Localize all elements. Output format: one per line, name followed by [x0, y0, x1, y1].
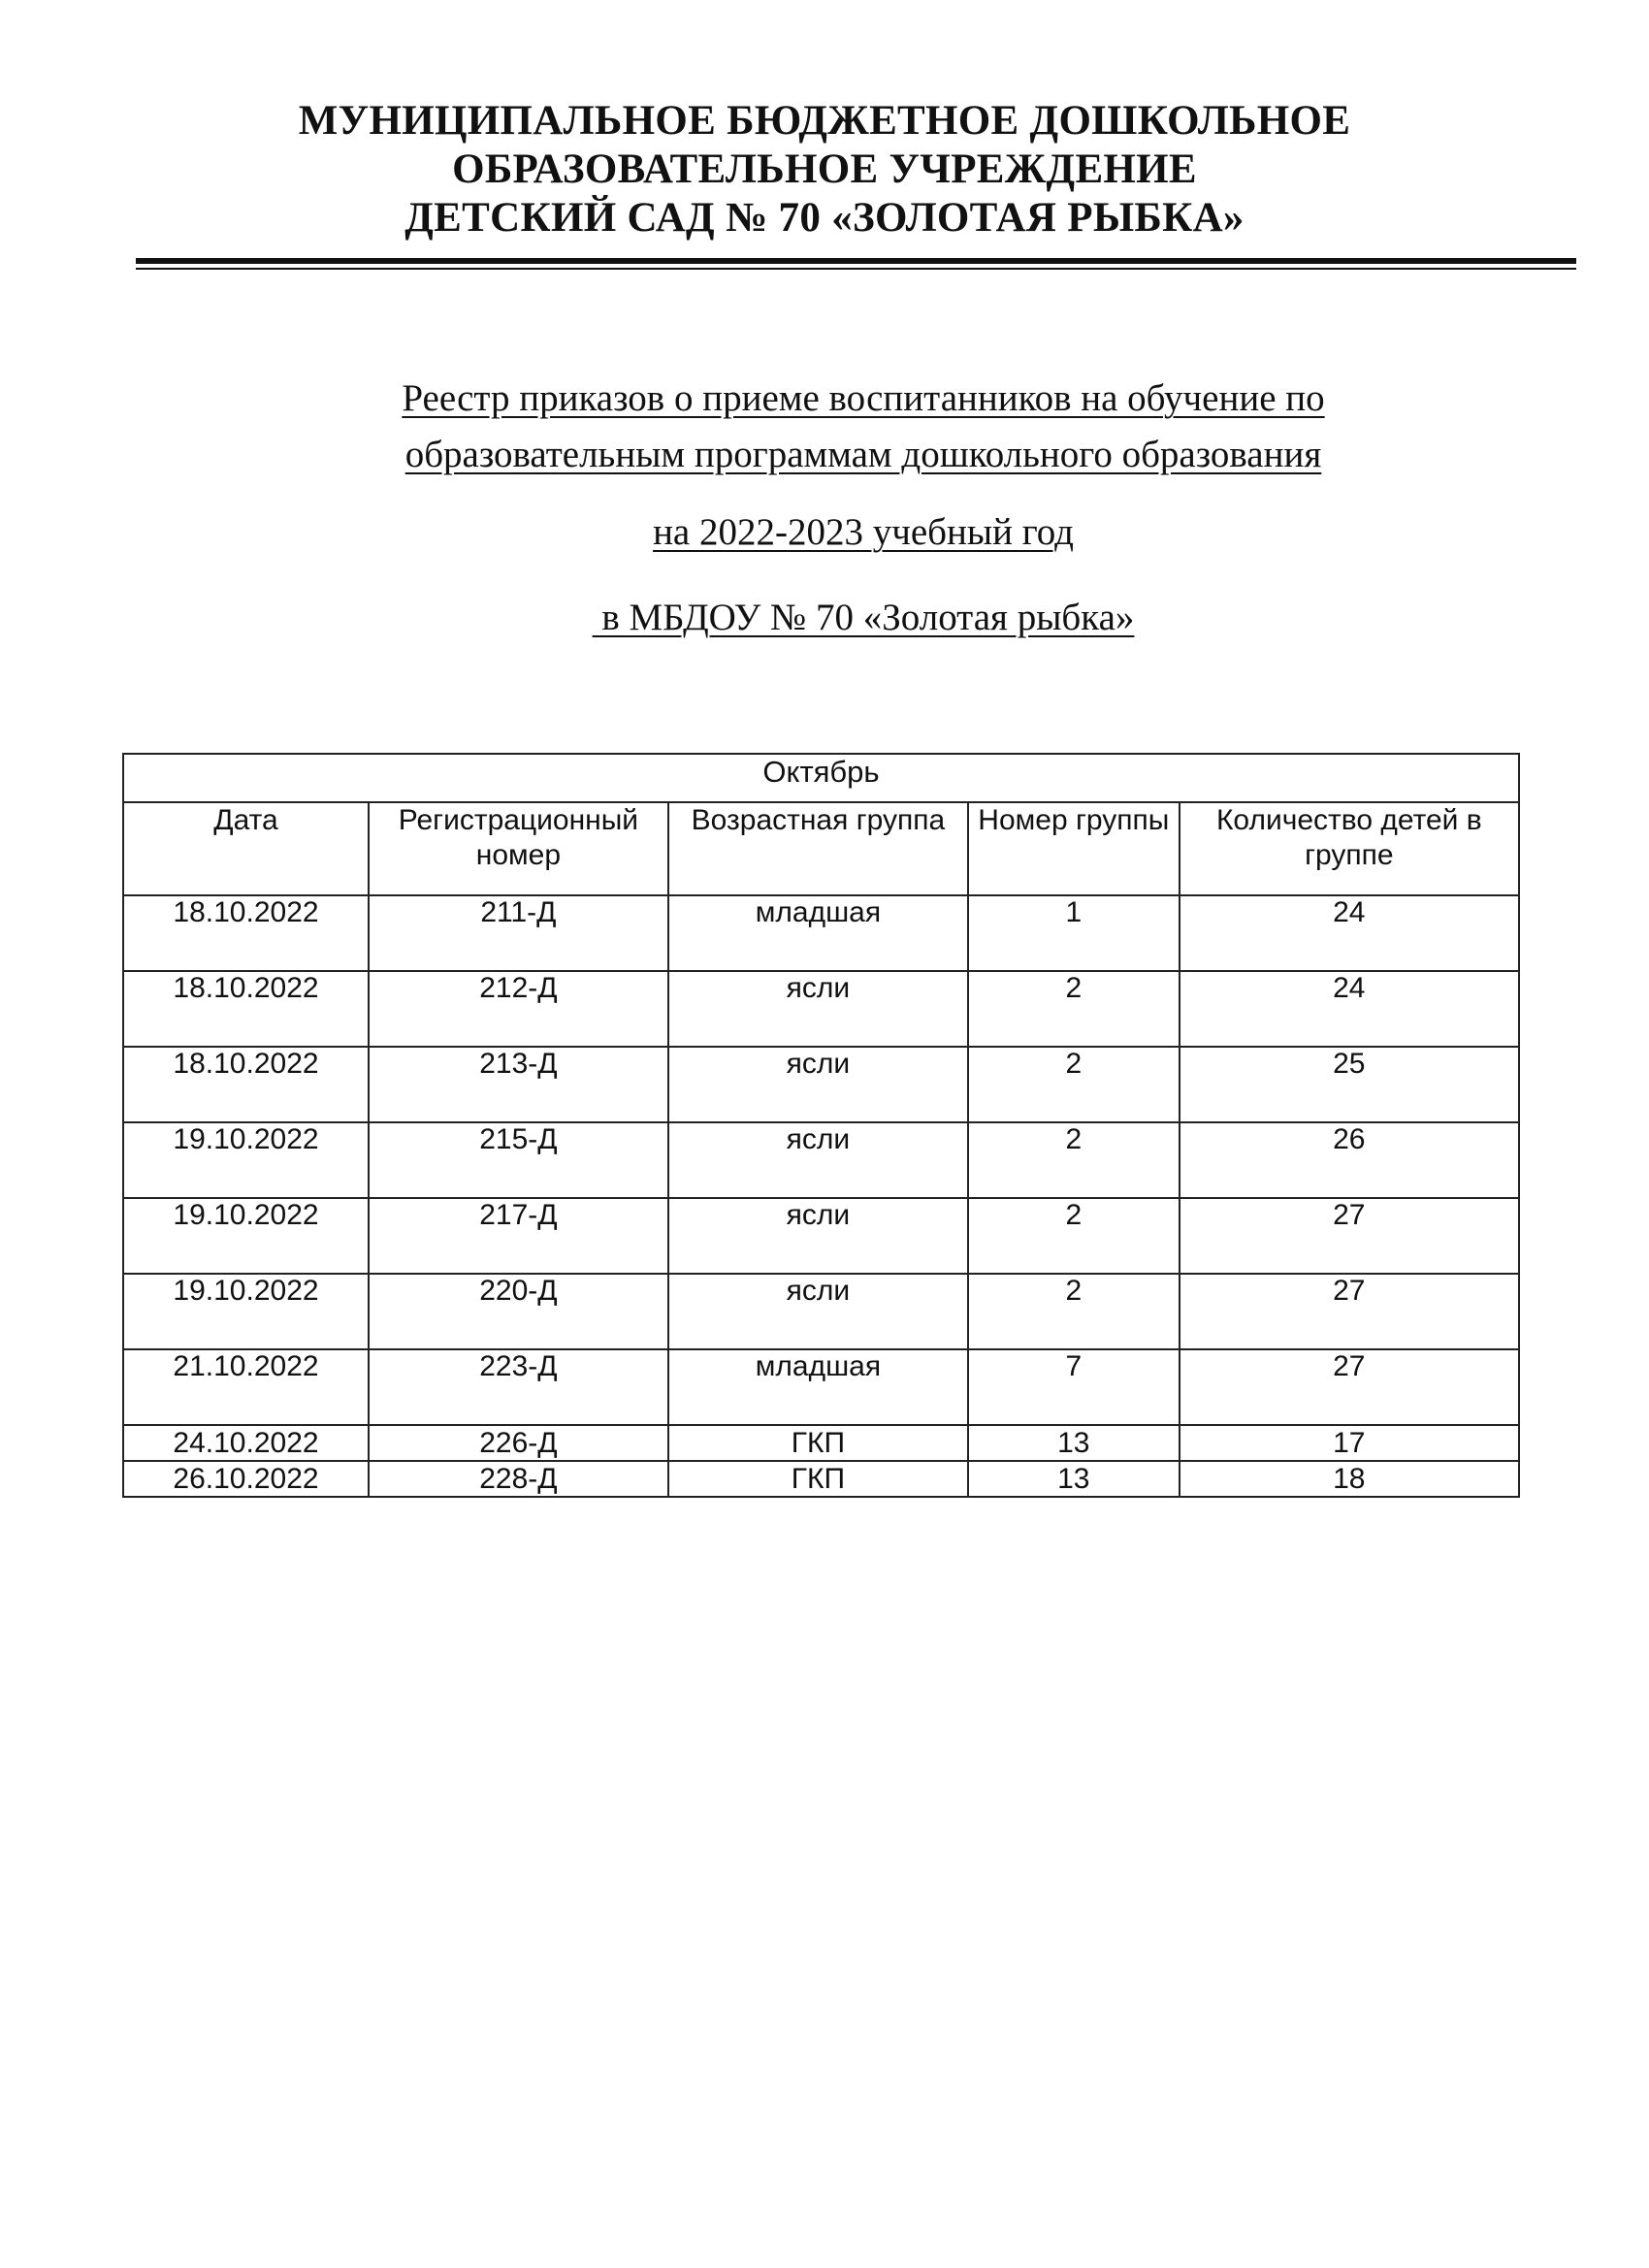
month-row: [123, 754, 1519, 802]
table-row: [123, 1047, 1519, 1122]
title-line-2: образовательным программам дошкольного образования: [404, 434, 1322, 475]
date-cell: 18.10.2022: [123, 971, 369, 1047]
date-cell: 18.10.2022: [123, 895, 369, 971]
age-group-cell: ясли: [668, 971, 968, 1047]
title-line-1: Реестр приказов о приеме воспитанников на обучение по: [402, 377, 1325, 419]
group-number-cell: 1: [968, 895, 1180, 971]
reg-number-cell: 211-Д: [369, 895, 668, 971]
column-header-date: Дата: [123, 802, 369, 895]
age-group-cell: младшая: [668, 1349, 968, 1425]
table-row: [123, 895, 1519, 971]
group-number-cell: 2: [968, 1047, 1180, 1122]
month-label: Октябрь: [123, 754, 1519, 802]
title-institution: [0, 594, 1649, 642]
age-group-cell: ясли: [668, 1047, 968, 1122]
children-count-cell: 24: [1180, 895, 1519, 971]
children-count-cell: 24: [1180, 971, 1519, 1047]
children-count-cell: 25: [1180, 1047, 1519, 1122]
age-group-cell: ясли: [668, 1122, 968, 1198]
group-number-cell: 2: [968, 1198, 1180, 1274]
children-count-cell: 17: [1180, 1425, 1519, 1461]
title-line-4: в МБДОУ № 70 «Золотая рыбка»: [592, 597, 1135, 638]
document-title: [0, 371, 1649, 483]
reg-number-cell: 212-Д: [369, 971, 668, 1047]
table-header-row: [123, 802, 1519, 895]
admission-register-table: [122, 753, 1520, 1498]
age-group-cell: младшая: [668, 895, 968, 971]
date-cell: 24.10.2022: [123, 1425, 369, 1461]
date-cell: 18.10.2022: [123, 1047, 369, 1122]
reg-number-cell: 215-Д: [369, 1122, 668, 1198]
group-number-cell: 2: [968, 1122, 1180, 1198]
date-cell: 19.10.2022: [123, 1274, 369, 1349]
header-divider-thin: [136, 268, 1576, 270]
date-cell: 26.10.2022: [123, 1461, 369, 1497]
group-number-cell: 13: [968, 1425, 1180, 1461]
reg-number-cell: 220-Д: [369, 1274, 668, 1349]
age-group-cell: ясли: [668, 1274, 968, 1349]
children-count-cell: 18: [1180, 1461, 1519, 1497]
title-line-3: на 2022-2023 учебный год: [653, 511, 1074, 553]
age-group-cell: ясли: [668, 1198, 968, 1274]
group-number-cell: 13: [968, 1461, 1180, 1497]
group-number-cell: 2: [968, 971, 1180, 1047]
column-header-group-number: Номер группы: [968, 802, 1180, 895]
column-header-reg-number: Регистрационный номер: [369, 802, 668, 895]
header-divider-thick: [136, 258, 1576, 264]
group-number-cell: 2: [968, 1274, 1180, 1349]
date-cell: 19.10.2022: [123, 1198, 369, 1274]
title-year: [0, 508, 1649, 557]
reg-number-cell: 226-Д: [369, 1425, 668, 1461]
institution-header: [0, 97, 1649, 243]
column-header-children-count: Количество детей в группе: [1180, 802, 1519, 895]
table-row: [123, 1425, 1519, 1461]
date-cell: 19.10.2022: [123, 1122, 369, 1198]
reg-number-cell: 217-Д: [369, 1198, 668, 1274]
reg-number-cell: 223-Д: [369, 1349, 668, 1425]
header-line-3: ДЕТСКИЙ САД № 70 «ЗОЛОТАЯ РЫБКА»: [404, 195, 1245, 241]
table-row: [123, 1349, 1519, 1425]
reg-number-cell: 228-Д: [369, 1461, 668, 1497]
children-count-cell: 27: [1180, 1198, 1519, 1274]
table-row: [123, 1274, 1519, 1349]
table-row: [123, 1122, 1519, 1198]
table-row: [123, 971, 1519, 1047]
reg-number-cell: 213-Д: [369, 1047, 668, 1122]
children-count-cell: 26: [1180, 1122, 1519, 1198]
age-group-cell: ГКП: [668, 1461, 968, 1497]
column-header-age-group: Возрастная группа: [668, 802, 968, 895]
age-group-cell: ГКП: [668, 1425, 968, 1461]
table-row: [123, 1198, 1519, 1274]
table-row: [123, 1461, 1519, 1497]
children-count-cell: 27: [1180, 1274, 1519, 1349]
children-count-cell: 27: [1180, 1349, 1519, 1425]
header-line-1: МУНИЦИПАЛЬНОЕ БЮДЖЕТНОЕ ДОШКОЛЬНОЕ: [298, 98, 1351, 144]
header-line-2: ОБРАЗОВАТЕЛЬНОЕ УЧРЕЖДЕНИЕ: [452, 146, 1197, 192]
date-cell: 21.10.2022: [123, 1349, 369, 1425]
group-number-cell: 7: [968, 1349, 1180, 1425]
